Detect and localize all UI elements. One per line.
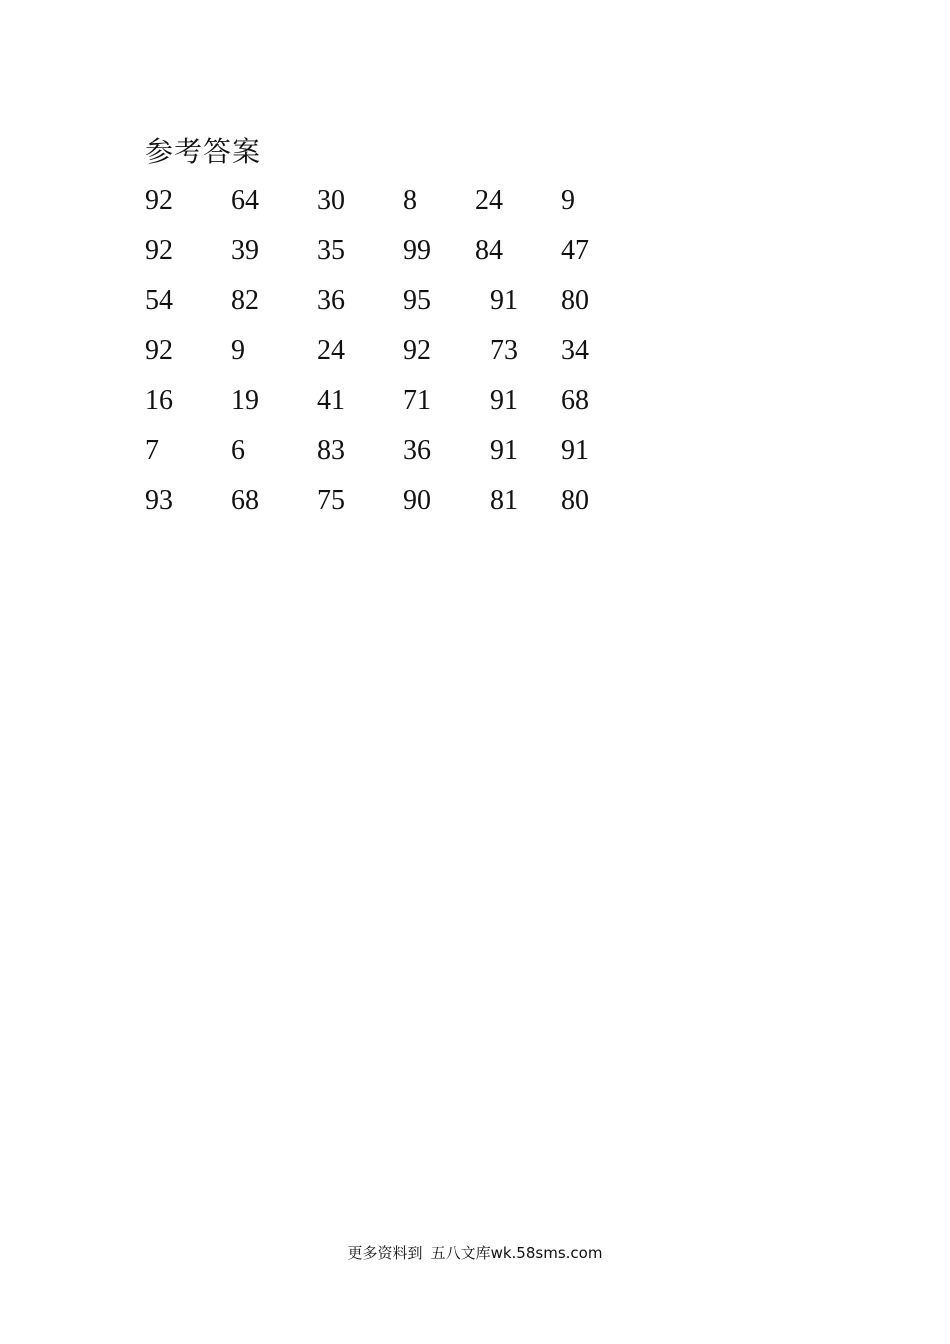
- answer-cell: 8: [403, 185, 417, 216]
- answer-row: [145, 381, 645, 431]
- answer-cell: 93: [145, 485, 173, 516]
- answer-cell: 83: [317, 435, 345, 466]
- answer-cell: 36: [317, 285, 345, 316]
- answer-cell: 9: [561, 185, 575, 216]
- answer-cell: 92: [145, 335, 173, 366]
- answer-cell: 6: [231, 435, 245, 466]
- answer-cell: 80: [561, 485, 589, 516]
- footer-text: [0, 1241, 950, 1265]
- answer-cell: 34: [561, 335, 589, 366]
- answer-cell: 41: [317, 385, 345, 416]
- answer-cell: 9: [231, 335, 245, 366]
- answer-key-title: 参考答案: [145, 135, 262, 168]
- answer-cell: 92: [145, 185, 173, 216]
- answer-cell: 19: [231, 385, 259, 416]
- answer-cell: 68: [561, 385, 589, 416]
- answer-cell: 91: [490, 435, 518, 466]
- answer-cell: 71: [403, 385, 431, 416]
- answer-cell: 92: [403, 335, 431, 366]
- answer-grid: [145, 181, 645, 531]
- answer-cell: 95: [403, 285, 431, 316]
- answer-cell: 47: [561, 235, 589, 266]
- answer-row: [145, 181, 645, 231]
- answer-cell: 35: [317, 235, 345, 266]
- answer-row: [145, 431, 645, 481]
- answer-cell: 24: [317, 335, 345, 366]
- answer-row: [145, 481, 645, 531]
- answer-cell: 91: [490, 285, 518, 316]
- answer-cell: 84: [475, 235, 503, 266]
- answer-cell: 80: [561, 285, 589, 316]
- answer-cell: 99: [403, 235, 431, 266]
- answer-cell: 64: [231, 185, 259, 216]
- answer-cell: 91: [561, 435, 589, 466]
- answer-cell: 90: [403, 485, 431, 516]
- answer-cell: 75: [317, 485, 345, 516]
- answer-cell: 30: [317, 185, 345, 216]
- answer-row: [145, 331, 645, 381]
- answer-cell: 36: [403, 435, 431, 466]
- answer-cell: 73: [490, 335, 518, 366]
- footer-url: wk.58sms.com: [490, 1244, 603, 1262]
- answer-cell: 82: [231, 285, 259, 316]
- answer-row: [145, 281, 645, 331]
- answer-cell: 39: [231, 235, 259, 266]
- answer-cell: 68: [231, 485, 259, 516]
- answer-cell: 24: [475, 185, 503, 216]
- footer-prefix: 更多资料到: [347, 1244, 423, 1262]
- answer-cell: 7: [145, 435, 159, 466]
- answer-cell: 92: [145, 235, 173, 266]
- answer-row: [145, 231, 645, 281]
- answer-cell: 54: [145, 285, 173, 316]
- answer-cell: 81: [490, 485, 518, 516]
- answer-cell: 91: [490, 385, 518, 416]
- answer-cell: 16: [145, 385, 173, 416]
- footer-site-name: 五八文库: [430, 1244, 491, 1262]
